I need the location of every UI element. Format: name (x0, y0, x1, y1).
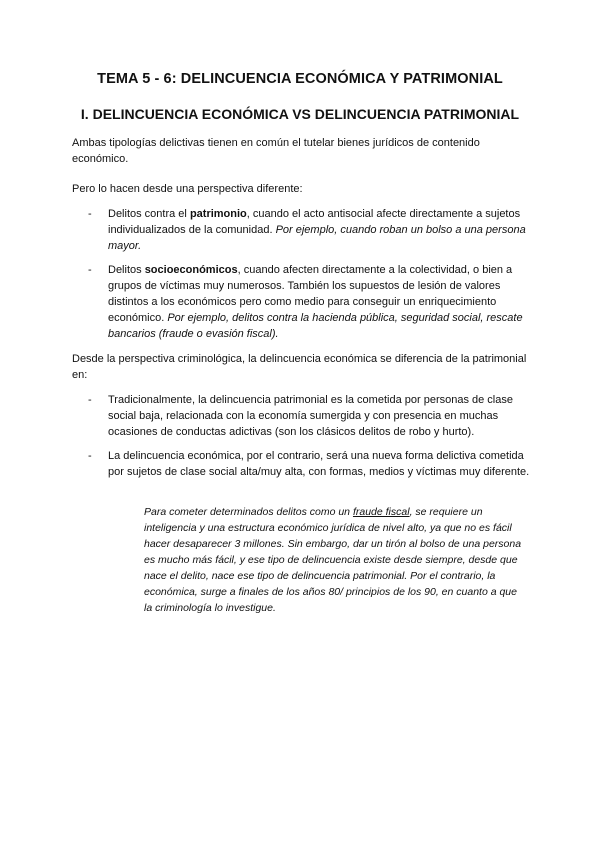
bullet-dash: - (88, 208, 92, 220)
bullet-dash: - (88, 450, 92, 462)
perspective-paragraph: Pero lo hacen desde una perspectiva diferente: (72, 183, 303, 195)
list-item-text: Tradicionalmente, la delincuencia patrimonial es la cometida por personas de clase social baja, relacionada con la economía sumergida y con presencia en muchas ocasiones de conductas adictivas (son los clásicos delitos de robo y hurto). (108, 394, 513, 438)
criminology-paragraph: Desde la perspectiva criminológica, la delincuencia económica se diferencia de la patrimonial en: (72, 353, 527, 381)
example-quote: Para cometer determinados delitos como un fraude fiscal, se requiere un inteligencia y una estructura económico jurídica de nivel alto, ya que no es fácil hacer desaparecer 3 millones. Sin embargo, dar un tirón al bolso de una persona es mucho más fácil, y ese tipo de delincuencia existe desde siempre, desde que nace el delito, nace ese tipo de delincuencia patrimonial. Por el contrario, la económica, surge a finales de los años 80/ principios de los 90, en cuanto a que la criminología lo investigue. (144, 506, 522, 614)
bullet-dash: - (88, 394, 92, 406)
list-item-text: La delincuencia económica, por el contrario, será una nueva forma delictiva cometida por sujetos de clase social alta/muy alta, con formas, medios y víctimas muy diferente. (108, 450, 530, 478)
list-item-text: Delitos contra el patrimonio, cuando el acto antisocial afecte directamente a sujetos individualizados de la comunidad. Por ejemplo, cuando roban un bolso a una persona mayor. (108, 208, 526, 252)
intro-paragraph: Ambas tipologías delictivas tienen en común el tutelar bienes jurídicos de contenido económico. (72, 137, 480, 165)
example-text: Por ejemplo, delitos contra la hacienda pública, seguridad social, rescate bancarios (fraude o evasión fiscal). (108, 312, 523, 340)
document-title: TEMA 5 - 6: DELINCUENCIA ECONÓMICA Y PATRIMONIAL (97, 71, 503, 87)
list-item-text: Delitos socioeconómicos, cuando afecten directamente a la colectividad, o bien a grupos de víctimas muy numerosos. También los supuestos de lesión de valores distintos a los económicos pero como medio para conseguir un enriquecimiento económico. Por ejemplo, delitos contra la hacienda pública, seguridad social, rescate bancarios (fraude o evasión fiscal). (108, 264, 523, 340)
underlined-term: fraude fiscal (352, 506, 410, 518)
example-text: Por ejemplo, cuando roban un bolso a una persona mayor. (108, 224, 526, 252)
bold-term: patrimonio (189, 208, 247, 220)
bullet-dash: - (88, 264, 92, 276)
section-heading: I. DELINCUENCIA ECONÓMICA VS DELINCUENCIA PATRIMONIAL (80, 106, 520, 122)
bold-term: socioeconómicos (144, 264, 238, 276)
